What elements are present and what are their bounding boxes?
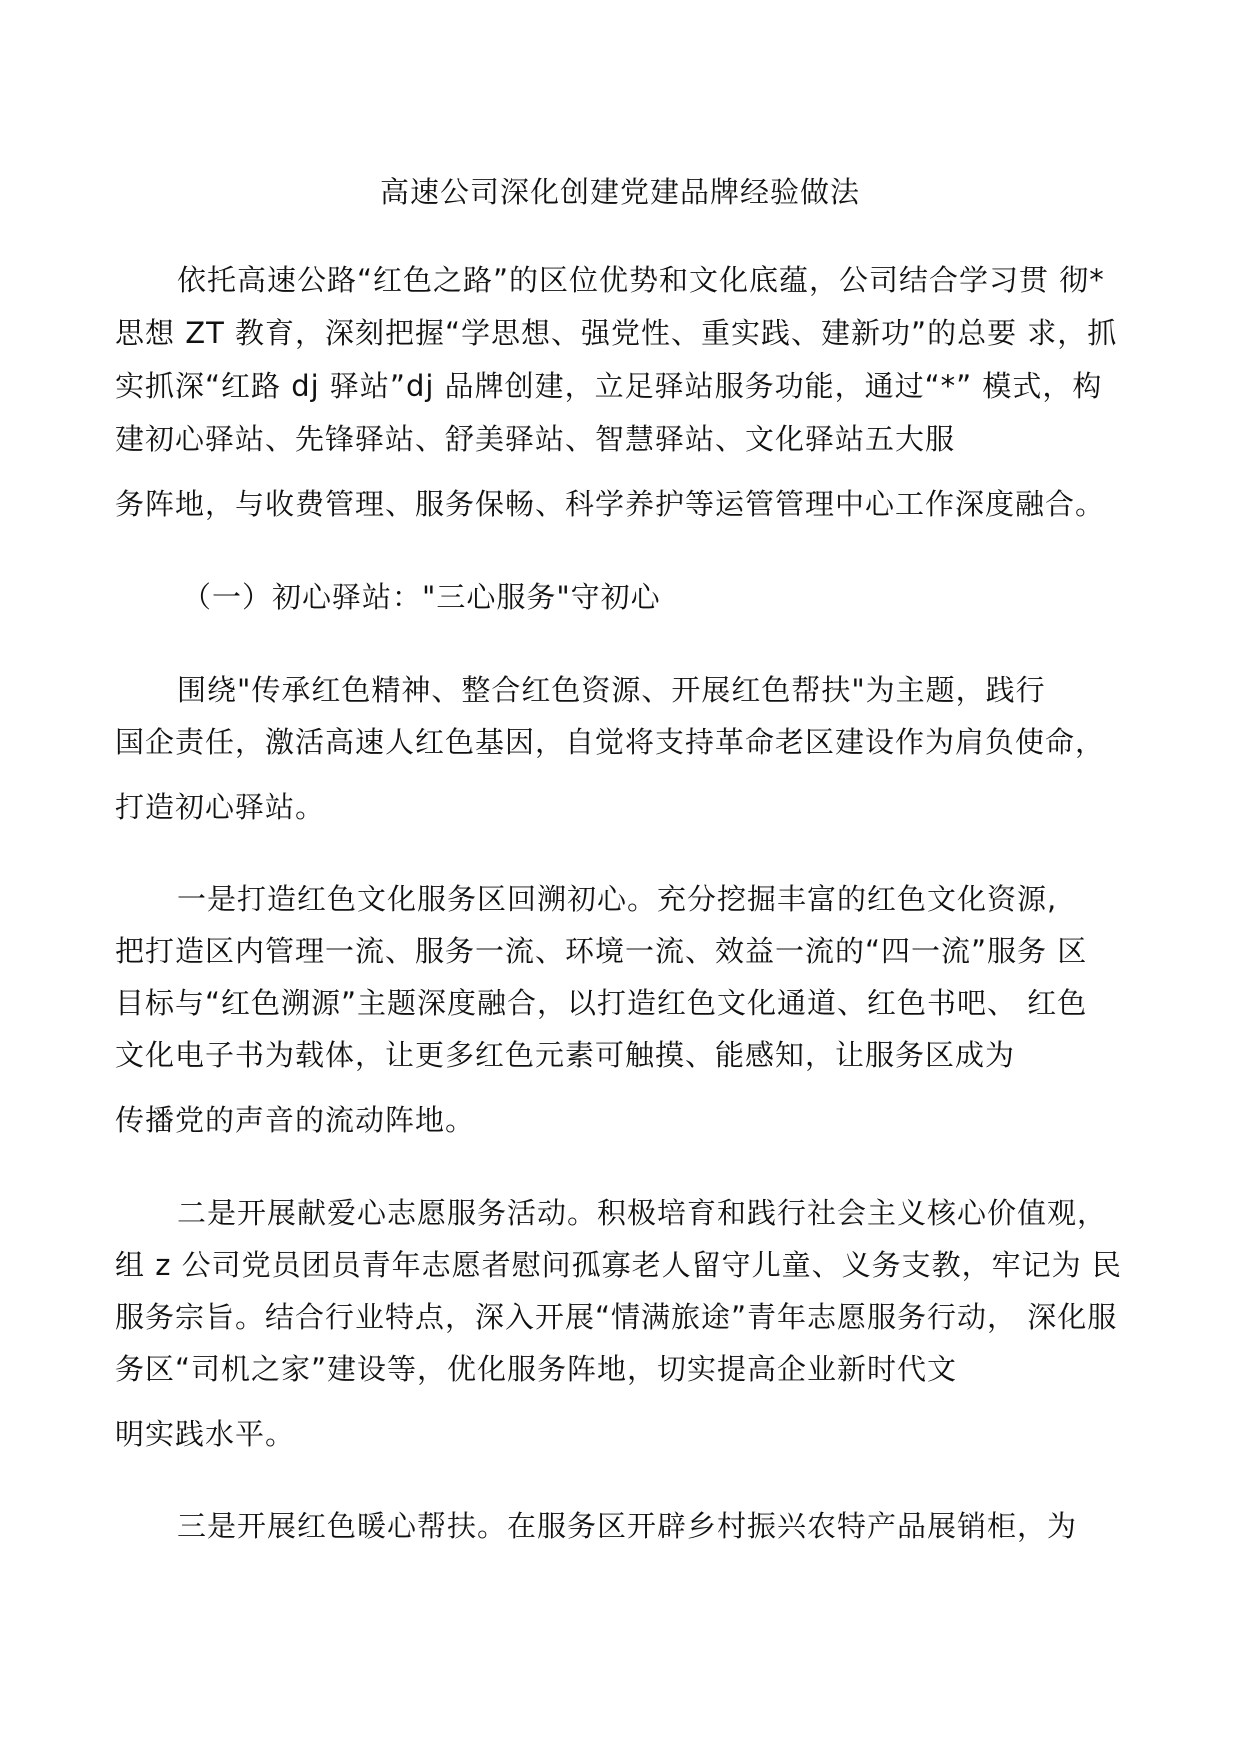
paragraph-4-line-2: 组 z 公司党员团员青年志愿者慰问孤寡老人留守儿童、义务支教，牢记为 民: [115, 1248, 1122, 1282]
paragraph-1-line-3: 实抓深“红路 dj 驿站”dj 品牌创建，立足驿站服务功能，通过“*” 模式，构: [115, 369, 1103, 403]
paragraph-3-line-3: 目标与“红色溯源”主题深度融合，以打造红色文化通道、红色书吧、 红色: [115, 986, 1088, 1020]
paragraph-5-line-1: 三是开展红色暖心帮扶。在服务区开辟乡村振兴农特产品展销柜，为: [177, 1509, 1078, 1543]
paragraph-1-line-2: 思想 ZT 教育，深刻把握“学思想、强党性、重实践、建新功”的总要 求，抓: [115, 316, 1118, 350]
paragraph-4-line-1: 二是开展献爱心志愿服务活动。积极培育和践行社会主义核心价值观，: [177, 1196, 1108, 1230]
section-heading: （一）初心驿站："三心服务"守初心: [182, 580, 661, 614]
paragraph-2-line-2: 国企责任，激活高速人红色基因，自觉将支持革命老区建设作为肩负使命，: [115, 725, 1106, 759]
paragraph-3-line-5: 传播党的声音的流动阵地。: [115, 1103, 476, 1137]
paragraph-1-line-5: 务阵地，与收费管理、服务保畅、科学养护等运管管理中心工作深度融合。: [115, 487, 1106, 521]
paragraph-2-line-1: 围绕"传承红色精神、整合红色资源、开展红色帮扶"为主题，践行: [177, 673, 1046, 707]
paragraph-4-line-4: 务区“司机之家”建设等，优化服务阵地，切实提高企业新时代文: [115, 1352, 958, 1386]
paragraph-1-line-4: 建初心驿站、先锋驿站、舒美驿站、智慧驿站、文化驿站五大服: [115, 422, 956, 456]
paragraph-4-line-5: 明实践水平。: [115, 1417, 296, 1451]
paragraph-3-line-4: 文化电子书为载体，让更多红色元素可触摸、能感知，让服务区成为: [115, 1038, 1016, 1072]
document-title: 高速公司深化创建党建品牌经验做法: [379, 175, 860, 209]
paragraph-3-line-2: 把打造区内管理一流、服务一流、环境一流、效益一流的“四一流”服务 区: [115, 934, 1088, 968]
paragraph-3-line-1: 一是打造红色文化服务区回溯初心。充分挖掘丰富的红色文化资源,: [177, 882, 1058, 916]
paragraph-2-line-3: 打造初心驿站。: [115, 790, 326, 824]
paragraph-1-line-1: 依托高速公路“红色之路”的区位优势和文化底蕴，公司结合学习贯 彻*: [177, 263, 1105, 297]
paragraph-4-line-3: 服务宗旨。结合行业特点，深入开展“情满旅途”青年志愿服务行动， 深化服: [115, 1300, 1118, 1334]
